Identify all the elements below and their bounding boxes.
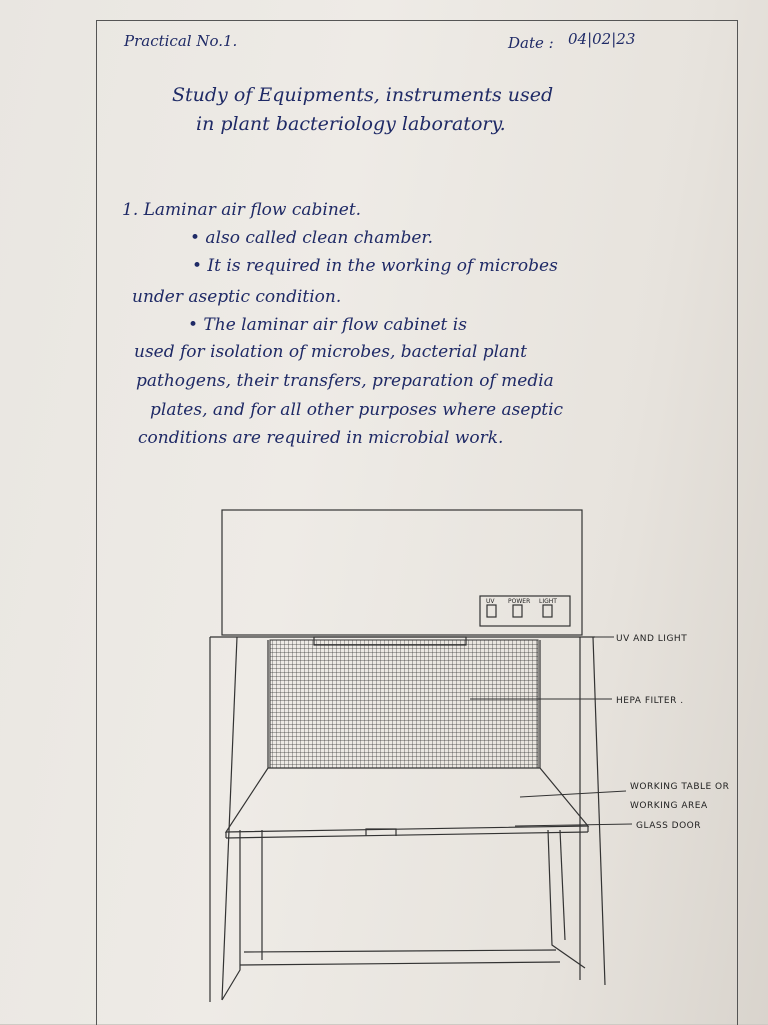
date-value: 04|02|23 — [568, 30, 636, 48]
text-line-5: used for isolation of microbes, bacterial plant — [134, 342, 527, 362]
text-line-7: plates, and for all other purposes where aseptic — [150, 400, 564, 420]
power-switch — [513, 605, 522, 617]
uv-button-label: UV — [486, 598, 495, 605]
power-button-label: POWER — [508, 598, 531, 605]
hepa-filter — [270, 640, 538, 768]
text-line-4: • The laminar air flow cabinet is — [188, 315, 467, 335]
practical-number: Practical No.1. — [124, 32, 238, 50]
light-switch — [543, 605, 552, 617]
working-table — [226, 768, 588, 832]
section-heading: 1. Laminar air flow cabinet. — [122, 200, 362, 220]
page-title-line-2: in plant bacteriology laboratory. — [196, 113, 506, 135]
text-line-6: pathogens, their transfers, preparation of media — [136, 371, 554, 391]
text-line-8: conditions are required in microbial work. — [138, 428, 504, 448]
glass-door-label: GLASS DOOR — [636, 821, 701, 831]
uv-switch — [487, 605, 496, 617]
light-button-label: LIGHT — [539, 598, 557, 605]
cabinet-hood — [222, 510, 582, 635]
working-table-label-1: WORKING TABLE OR — [630, 782, 730, 792]
page-title-line-1: Study of Equipments, instruments used — [172, 84, 554, 106]
hepa-filter-label: HEPA FILTER . — [616, 696, 684, 706]
text-line-1: • also called clean chamber. — [190, 228, 434, 248]
uv-and-light-label: UV AND LIGHT — [616, 634, 688, 644]
working-table-label-2: WORKING AREA — [630, 801, 708, 811]
date-label: Date : — [508, 34, 554, 52]
text-line-2: • It is required in the working of microbes — [192, 256, 558, 276]
text-line-3: under aseptic condition. — [132, 287, 342, 307]
